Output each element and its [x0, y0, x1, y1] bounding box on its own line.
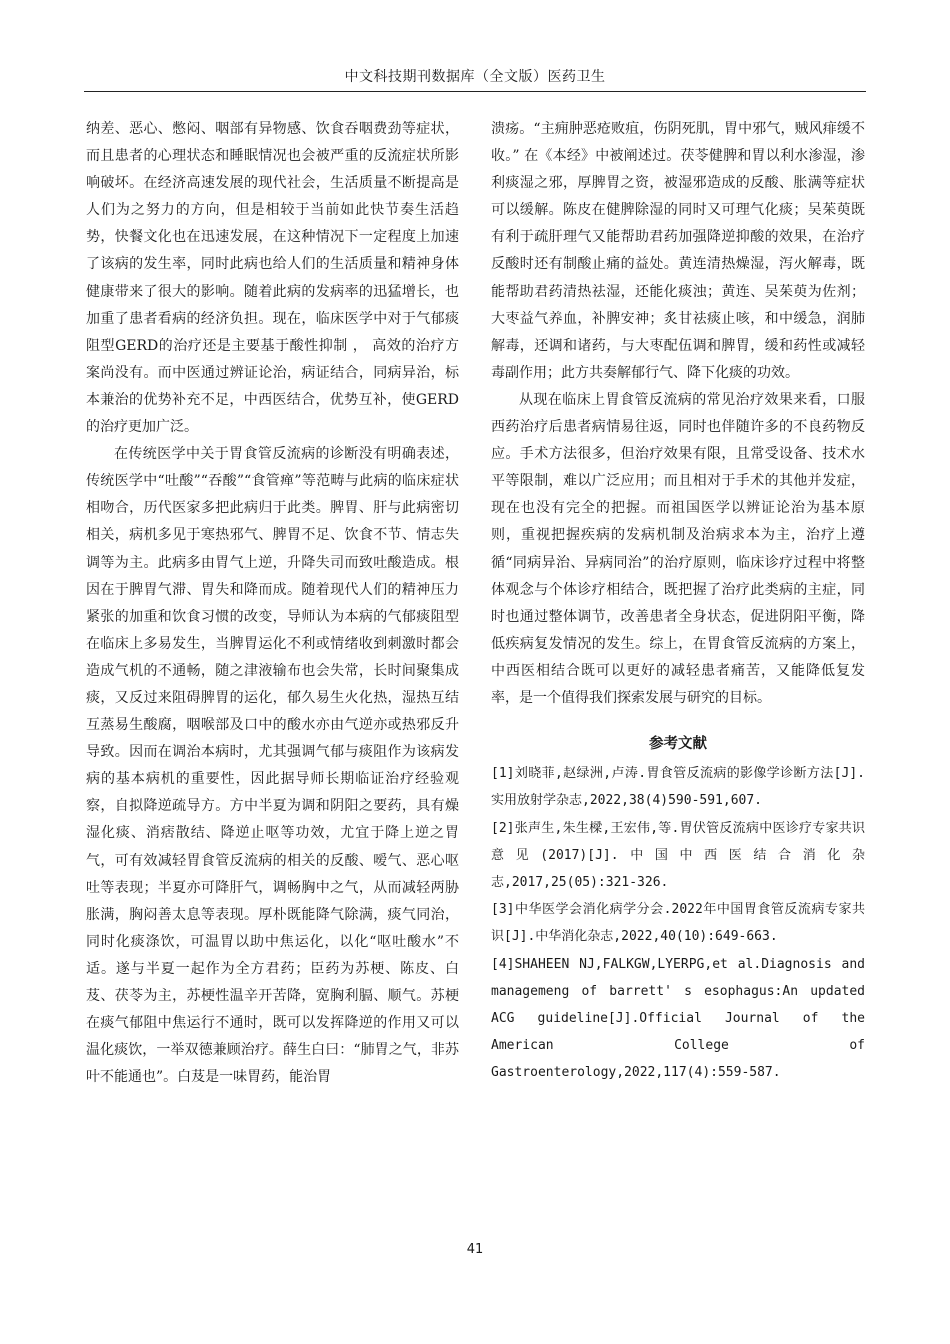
body-paragraph: 溃疡。“主痈肿恶疮败疽，伤阴死肌，胃中邪气，贼风痱缓不收。” 在《本经》中被阐述过。茯苓健脾和胃以利水渗湿，渗利痰湿之邪，厚脾胃之资，被湿邪造成的反酸、胀满等症状可以缓解。陈皮在健脾除湿的同时又可理气化痰；吴茱萸既有利于疏肝理气又能帮助君药加强降逆抑酸的效果，在治疗反酸时还有制酸止痛的益处。黄连清热燥湿，泻火解毒，既能帮助君药清热祛湿，还能化痰浊；黄连、吴茱萸为佐剂；大枣益气养血，补脾安神；炙甘祛痰止咳，和中缓急，润肺解毒，还调和诸药，与大枣配伍调和脾胃，缓和药性或减轻毒副作用；此方共奏解郁行气、降下化痰的功效。 — [491, 121, 865, 381]
header-rule — [84, 91, 866, 92]
references-heading: 参考文献 — [649, 736, 707, 753]
body-paragraph: 纳差、恶心、憋闷、咽部有异物感、饮食吞咽费劲等症状，而且患者的心理状态和睡眠情况也会被严重的反流症状所影响破坏。在经济高速发展的现代社会，生活质量不断提高是人们为之努力的方向，但是相较于当前如此快节奏生活趋势，快餐文化也在迅速发展，在这种情况下一定程度上加速了该病的发生率，同时此病也给人们的生活质量和精神身体健康带来了很大的影响。随着此病的发病率的迅猛增长，也加重了患者看病的经济负担。现在，临床医学中对于气郁痰阻型GERD的治疗还是主要基于酸性抑制 ， 高效的治疗方案尚没有。而中医通过辨证论治，病证结合，同病异治，标本兼治的优势补充不足，中西医结合，优势互补，使GERD的治疗更加广泛。 — [86, 121, 459, 436]
left-column — [86, 116, 459, 1091]
reference-item: [3]中华医学会消化病学分会.2022年中国胃食管反流病专家共识[J].中华消化杂志,2022,40(10):649-663. — [491, 902, 865, 945]
page-number: 41 — [466, 1242, 484, 1257]
right-column — [491, 116, 865, 1087]
reference-item: [1]刘晓菲,赵绿洲,卢涛.胃食管反流病的影像学诊断方法[J].实用放射学杂志,2022,38(4)590-591,607. — [491, 766, 865, 809]
reference-item: [4]SHAHEEN NJ,FALKGW,LYERPG,et al.Diagnosis and managemeng of barrett' s esophagus:An updated ACG guideline[J].Official Journal of the American College of Gastroenterology,2022,117(4):559-587. — [491, 956, 865, 1081]
body-paragraph: 从现在临床上胃食管反流病的常见治疗效果来看，口服西药治疗后患者病情易往返，同时也伴随许多的不良药物反应。手术方法很多，但治疗效果有限，且常受设备、技术水平等限制，难以广泛应用；而且相对于手术的其他并发症，现在也没有完全的把握。而祖国医学以辨证论治为基本原则，重视把握疾病的发病机制及治病求本为主，治疗上遵循“同病异治、异病同治”的治疗原则，临床诊疗过程中将整体观念与个体诊疗相结合，既把握了治疗此类病的主症，同时也通过整体调节，改善患者全身状态，促进阴阳平衡，降低疾病复发情况的发生。综上，在胃食管反流病的方案上，中西医相结合既可以更好的减轻患者痛苦，又能降低复发率，是一个值得我们探索发展与研究的目标。 — [491, 391, 865, 706]
reference-item: [2]张声生,朱生樑,王宏伟,等.胃伏管反流病中医诊疗专家共识意见(2017)[J].中国中西医结合消化杂志,2017,25(05):321-326. — [491, 820, 865, 890]
body-paragraph: 在传统医学中关于胃食管反流病的诊断没有明确表述，传统医学中“吐酸”“吞酸”“食管瘅”等范畴与此病的临床症状相吻合，历代医家多把此病归于此类。脾胃、肝与此病密切相关，病机多见于寒热邪气、脾胃不足、饮食不节、情志失调等为主。此病多由胃气上逆，升降失司而致吐酸造成。根因在于脾胃气滞、胃失和降而成。随着现代人们的精神压力紧张的加重和饮食习惯的改变，导师认为本病的气郁痰阻型在临床上多易发生，当脾胃运化不利或情绪收到刺激时都会造成气机的不通畅，随之津液输布也会失常，长时间聚集成痰，又反过来阻碍脾胃的运化，郁久易生火化热，湿热互结互蒸易生酸腐，咽喉部及口中的酸水亦由气逆亦或热邪反升导致。因而在调治本病时，尤其强调气郁与痰阻作为该病发病的基本病机的重要性，因此据导师长期临证治疗经验观察，自拟降逆疏导方。方中半夏为调和阴阳之要药，具有燥湿化痰、消痞散结、降逆止呕等功效，尤宜于降上逆之胃气，可有效减轻胃食管反流病的相关的反酸、嗳气、恶心呕吐等表现；半夏亦可降肝气，调畅胸中之气，从而减轻两胁胀满，胸闷善太息等表现。厚朴既能降气除满，痰气同治，同时化痰涤饮，可温胃以助中焦运化，以化“呕吐酸水”不适。遂与半夏一起作为全方君药；臣药为苏梗、陈皮、白芨、茯苓为主，苏梗性温辛开苦降，宽胸利膈、顺气。苏梗在痰气郁阻中焦运行不通时，既可以发挥降逆的作用又可以温化痰饮，一举双德兼顾治疗。薛生白曰：“肺胃之气，非苏叶不能通也”。白芨是一味胃药，能治胃 — [86, 446, 459, 1086]
running-header: 中文科技期刊数据库（全文版）医药卫生 — [344, 69, 606, 85]
